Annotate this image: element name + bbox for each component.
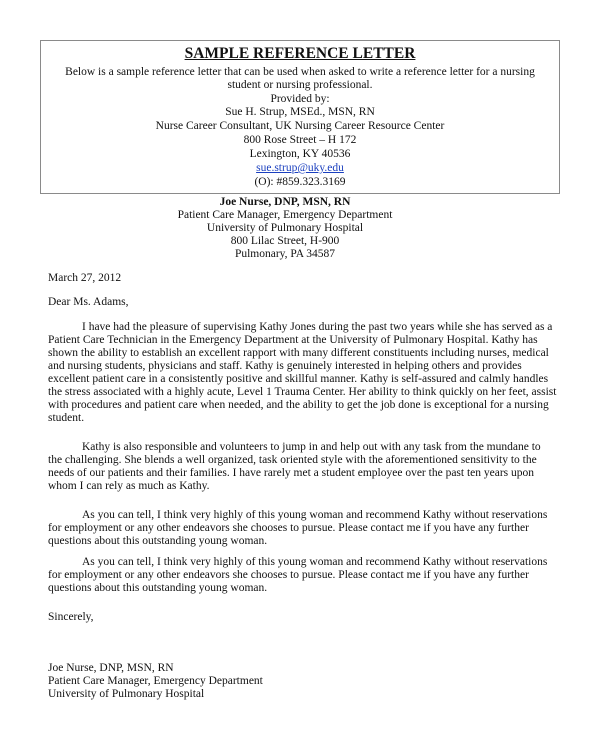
paragraph-line: for employment or any other endeavors she chooses to pursue. Please contact me if you have any further: [48, 569, 529, 581]
paragraph-line: As you can tell, I think very highly of this young woman and recommend Kathy without reservations: [82, 556, 548, 568]
paragraph-line: whom I can rely as much as Kathy.: [48, 480, 210, 492]
sender-street: 800 Lilac Street, H-900: [230, 235, 340, 247]
paragraph-line: As you can tell, I think very highly of this young woman and recommend Kathy without reservations: [82, 509, 548, 521]
paragraph-line: excellent patient care in a consistently positive and skillful manner. Kathy is self-assured and calmly handles: [48, 373, 549, 385]
paragraph-line: questions about this outstanding young woman.: [48, 582, 268, 594]
paragraph-line: I have had the pleasure of supervising Kathy Jones during the past two years while she has served as a: [82, 321, 553, 333]
provider-name: Sue H. Strup, MSEd., MSN, RN: [225, 106, 375, 118]
provider-phone: (O): #859.323.3169: [254, 176, 346, 188]
closing: Sincerely,: [48, 611, 94, 623]
signature-name: Joe Nurse, DNP, MSN, RN: [48, 662, 174, 674]
paragraph-line: needs of our patients and their families. I have rarely met a student employee over the past ten years upon: [48, 467, 535, 479]
paragraph-line: Patient Care Technician in the Emergency Department at the University of Pulmonary Hospital. Kathy has: [48, 334, 538, 346]
signature-hospital: University of Pulmonary Hospital: [48, 688, 205, 700]
paragraph-line: Kathy is also responsible and volunteers to jump in and help out with any task from the mundane to: [82, 441, 541, 453]
paragraph-line: and nursing students, physicians and staff. Kathy is genuinely interested in helping others and provides: [48, 360, 522, 372]
provider-city: Lexington, KY 40536: [249, 148, 351, 160]
signature-position: Patient Care Manager, Emergency Department: [48, 675, 263, 687]
intro-text-line-1: Below is a sample reference letter that can be used when asked to write a reference letter for a nursing: [65, 66, 535, 78]
paragraph-line: shown the ability to establish an excellent rapport with many different constituents including nurses, medical: [48, 347, 549, 359]
sender-name: Joe Nurse, DNP, MSN, RN: [219, 196, 351, 208]
paragraph-line: questions about this outstanding young woman.: [48, 535, 268, 547]
paragraph-line: student.: [48, 412, 85, 424]
letter-date: March 27, 2012: [48, 272, 122, 284]
sender-position: Patient Care Manager, Emergency Department: [177, 209, 393, 221]
paragraph-line: for employment or any other endeavors she chooses to pursue. Please contact me if you have any further: [48, 522, 529, 534]
sender-city: Pulmonary, PA 34587: [234, 248, 336, 260]
salutation: Dear Ms. Adams,: [48, 296, 129, 308]
reference-info-box: [40, 40, 560, 194]
provider-title: Nurse Career Consultant, UK Nursing Career Resource Center: [155, 120, 445, 132]
document-title: SAMPLE REFERENCE LETTER: [184, 45, 416, 62]
provided-by-label: Provided by:: [270, 93, 330, 105]
provider-street: 800 Rose Street – H 172: [243, 134, 357, 146]
sender-hospital: University of Pulmonary Hospital: [206, 222, 364, 234]
intro-text-line-2: student or nursing professional.: [227, 79, 373, 91]
provider-email-link[interactable]: sue.strup@uky.edu: [256, 162, 344, 174]
paragraph-line: the challenging. She blends a well organized, task oriented style with the aforementioned sensitivity to the: [48, 454, 537, 466]
paragraph-line: with procedures and patient care when needed, and the ability to get the job done is exceptional for a nursing: [48, 399, 549, 411]
paragraph-line: the stress associated with a highly acute, Level 1 Trauma Center. Her ability to think quickly on her feet, assist: [48, 386, 557, 398]
provider-email-row: [41, 162, 559, 174]
